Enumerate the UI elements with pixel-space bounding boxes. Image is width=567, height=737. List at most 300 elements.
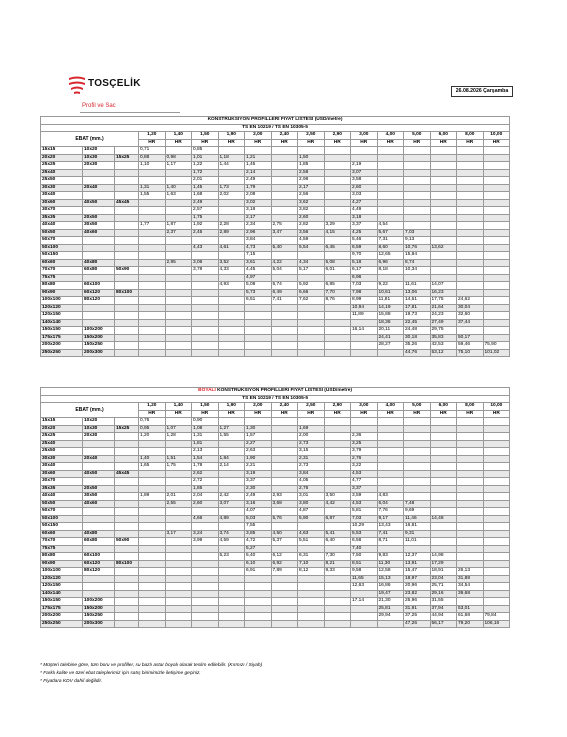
price-cell: 50,17	[457, 334, 484, 342]
price-cell: 1,85	[192, 485, 219, 493]
price-cell: 3,02	[245, 199, 272, 207]
price-cell	[457, 598, 484, 606]
price-cell	[377, 455, 404, 463]
price-cell	[483, 485, 510, 493]
price-cell	[483, 267, 510, 275]
price-cell	[483, 207, 510, 215]
price-cell: 9,31	[404, 530, 431, 538]
price-cell	[457, 214, 484, 222]
size-cell: 25x50	[41, 177, 83, 185]
price-cell	[192, 252, 219, 260]
table-row	[41, 433, 510, 441]
price-cell: 4,93	[218, 282, 245, 290]
price-cell: 3,52	[218, 259, 245, 267]
price-cell: 1,68	[192, 192, 219, 200]
table-row	[41, 463, 510, 471]
price-cell	[324, 162, 351, 170]
size-cell: 150x150	[41, 598, 83, 606]
price-cell: 1,79	[245, 184, 272, 192]
price-cell: 5,90	[298, 515, 325, 523]
table-row	[41, 418, 510, 426]
price-cell	[377, 177, 404, 185]
hr-header: HR	[404, 410, 431, 418]
price-cell: 3,58	[351, 177, 378, 185]
price-cell	[483, 523, 510, 531]
price-cell	[430, 207, 457, 215]
price-cell	[377, 154, 404, 162]
price-cell: 1,75	[165, 463, 192, 471]
price-cell	[483, 575, 510, 583]
price-cell: 106,16	[483, 620, 510, 628]
table-row	[41, 470, 510, 478]
price-cell	[165, 545, 192, 553]
price-cell	[377, 199, 404, 207]
price-cell	[139, 342, 166, 350]
price-cell: 1,10	[139, 162, 166, 170]
price-cell: 7,48	[404, 500, 431, 508]
size-cell	[115, 334, 139, 342]
size-cell: 50x70	[41, 237, 83, 245]
price-cell: 3,07	[218, 500, 245, 508]
price-cell: 11,89	[351, 312, 378, 320]
price-cell: 79,20	[457, 620, 484, 628]
size-cell	[115, 455, 139, 463]
brand-divider	[80, 112, 180, 113]
size-cell: 10x20	[83, 418, 115, 426]
price-cell	[483, 237, 510, 245]
price-cell	[324, 252, 351, 260]
price-cell	[218, 169, 245, 177]
price-cell	[165, 169, 192, 177]
price-cell	[483, 455, 510, 463]
price-cell	[139, 207, 166, 215]
price-cell: 31,55	[430, 598, 457, 606]
price-cell	[218, 590, 245, 598]
price-cell: 20,96	[404, 583, 431, 591]
hr-header: HR	[324, 410, 351, 418]
price-cell: 18,91	[430, 568, 457, 576]
price-cell	[139, 274, 166, 282]
price-cell	[457, 545, 484, 553]
size-cell: 40x60	[83, 500, 115, 508]
price-cell: 1,31	[192, 433, 219, 441]
price-cell	[377, 470, 404, 478]
price-cell	[483, 154, 510, 162]
price-cell	[271, 184, 298, 192]
price-cell	[245, 598, 272, 606]
size-cell: 30x30	[41, 184, 83, 192]
price-cell: 14,19	[377, 304, 404, 312]
price-cell	[218, 312, 245, 320]
hr-header: HR	[351, 139, 378, 147]
price-cell	[165, 478, 192, 486]
size-cell: 20x50	[83, 214, 115, 222]
price-cell: 23,04	[430, 575, 457, 583]
price-cell	[351, 425, 378, 433]
table-row	[41, 222, 510, 230]
price-cell	[404, 199, 431, 207]
price-cell	[271, 304, 298, 312]
price-cell: 24,48	[404, 327, 431, 335]
size-cell: 20x50	[83, 485, 115, 493]
price-cell	[483, 478, 510, 486]
price-cell: 3,16	[245, 500, 272, 508]
price-cell	[139, 440, 166, 448]
size-cell: 50x50	[41, 500, 83, 508]
price-cell: 79,84	[483, 613, 510, 621]
price-cell: 9,58	[351, 568, 378, 576]
price-cell: 7,10	[298, 560, 325, 568]
price-cell: 7,50	[351, 553, 378, 561]
price-cell	[298, 598, 325, 606]
price-cell	[324, 154, 351, 162]
size-cell	[115, 162, 139, 170]
price-cell: 3,78	[192, 267, 219, 275]
price-cell	[457, 560, 484, 568]
table-row	[41, 274, 510, 282]
price-cell	[245, 349, 272, 357]
table-row	[41, 620, 510, 628]
price-cell: 3,18	[245, 207, 272, 215]
price-cell: 1,45	[245, 162, 272, 170]
size-cell: 40x60	[83, 229, 115, 237]
ebat-header: EBAT (mm.)	[41, 403, 139, 418]
price-cell	[324, 523, 351, 531]
table-row	[41, 575, 510, 583]
price-cell	[430, 229, 457, 237]
hr-header: HR	[457, 139, 484, 147]
price-cell: 5,51	[298, 538, 325, 546]
price-cell	[298, 252, 325, 260]
price-cell: 19,47	[377, 590, 404, 598]
price-cell	[165, 334, 192, 342]
size-cell	[115, 575, 139, 583]
price-cell	[483, 282, 510, 290]
price-cell: 1,77	[139, 222, 166, 230]
price-cell	[139, 304, 166, 312]
price-cell	[192, 319, 219, 327]
price-cell: 4,61	[218, 244, 245, 252]
price-cell	[430, 267, 457, 275]
price-cell	[139, 620, 166, 628]
size-cell	[83, 440, 115, 448]
size-cell	[115, 192, 139, 200]
price-cell: 2,60	[192, 500, 219, 508]
tube-stack-icon	[68, 75, 86, 95]
price-cell: 35,26	[404, 342, 431, 350]
hr-header: HR	[430, 139, 457, 147]
price-cell: 13,91	[404, 560, 431, 568]
price-cell: 1,22	[192, 162, 219, 170]
price-cell: 5,27	[245, 545, 272, 553]
price-cell	[457, 162, 484, 170]
table-row	[41, 440, 510, 448]
price-cell: 2,89	[218, 229, 245, 237]
price-cell: 4,34	[298, 259, 325, 267]
price-cell	[245, 620, 272, 628]
size-cell	[83, 244, 115, 252]
price-cell: 7,41	[377, 530, 404, 538]
price-cell	[192, 553, 219, 561]
price-cell	[139, 252, 166, 260]
price-cell: 5,76	[271, 515, 298, 523]
price-cell	[218, 199, 245, 207]
price-cell	[271, 177, 298, 185]
thickness-header: 6,00	[430, 132, 457, 140]
note-2: * Farklı kalite ve özel ebat taleplerimiz için satış birimimizle iletişime geçiniz.	[40, 671, 201, 676]
price-cell	[139, 538, 166, 546]
price-cell	[139, 530, 166, 538]
price-cell	[271, 508, 298, 516]
price-cell	[404, 274, 431, 282]
price-cell: 39,68	[457, 590, 484, 598]
thickness-header: 2,40	[271, 132, 298, 140]
price-cell	[324, 274, 351, 282]
price-cell: 11,46	[404, 515, 431, 523]
thickness-header: 8,00	[457, 132, 484, 140]
price-cell	[165, 508, 192, 516]
price-cell: 15,88	[377, 312, 404, 320]
price-cell	[139, 319, 166, 327]
price-cell	[324, 583, 351, 591]
price-cell: 4,50	[271, 530, 298, 538]
thickness-header: 5,00	[404, 132, 431, 140]
price-cell: 2,98	[298, 177, 325, 185]
price-cell: 17,14	[351, 598, 378, 606]
price-cell: 53,01	[457, 605, 484, 613]
price-cell	[271, 598, 298, 606]
price-cell	[404, 154, 431, 162]
table-row	[41, 613, 510, 621]
price-cell: 101,02	[483, 349, 510, 357]
hr-header: HR	[192, 139, 219, 147]
size-cell: 250x250	[41, 349, 83, 357]
price-cell	[351, 154, 378, 162]
table-row	[41, 508, 510, 516]
price-cell: 3,59	[351, 493, 378, 501]
price-cell	[139, 214, 166, 222]
price-cell	[483, 192, 510, 200]
price-cell	[377, 192, 404, 200]
price-cell	[430, 154, 457, 162]
price-cell: 1,54	[192, 455, 219, 463]
price-cell	[271, 470, 298, 478]
table-row	[41, 312, 510, 320]
size-cell: 10x30	[83, 154, 115, 162]
price-cell: 6,91	[245, 568, 272, 576]
price-cell: 7,03	[351, 282, 378, 290]
price-cell	[271, 319, 298, 327]
size-cell	[115, 485, 139, 493]
price-cell	[457, 500, 484, 508]
thickness-header: 1,20	[139, 132, 166, 140]
price-cell: 31,91	[404, 605, 431, 613]
size-cell: 30x60	[41, 470, 83, 478]
price-cell: 29,16	[430, 590, 457, 598]
price-cell: 2,49	[245, 493, 272, 501]
price-cell: 7,76	[377, 508, 404, 516]
size-cell	[83, 312, 115, 320]
price-cell	[430, 199, 457, 207]
size-cell: 20x20	[41, 154, 83, 162]
price-cell: 2,60	[298, 214, 325, 222]
price-cell	[324, 620, 351, 628]
price-cell	[218, 523, 245, 531]
size-cell: 100x100	[41, 568, 83, 576]
price-cell	[324, 605, 351, 613]
price-cell	[271, 590, 298, 598]
price-cell	[457, 448, 484, 456]
hr-header: HR	[430, 410, 457, 418]
footnotes	[40, 662, 262, 686]
price-cell	[218, 620, 245, 628]
price-cell	[192, 508, 219, 516]
size-cell: 40x80	[83, 259, 115, 267]
price-cell	[483, 229, 510, 237]
price-cell	[483, 605, 510, 613]
hr-header: HR	[483, 410, 510, 418]
price-cell	[430, 425, 457, 433]
price-cell: 6,59	[351, 244, 378, 252]
price-cell	[192, 304, 219, 312]
price-cell	[430, 259, 457, 267]
size-cell: 140x140	[41, 590, 83, 598]
price-cell	[245, 575, 272, 583]
price-cell	[245, 319, 272, 327]
table-row	[41, 229, 510, 237]
price-cell: 16,14	[351, 327, 378, 335]
price-cell	[430, 169, 457, 177]
price-cell: 1,90	[245, 455, 272, 463]
price-cell	[351, 319, 378, 327]
price-cell	[192, 575, 219, 583]
price-cell: 8,99	[351, 297, 378, 305]
price-cell	[139, 568, 166, 576]
price-cell	[218, 289, 245, 297]
price-cell	[324, 440, 351, 448]
price-cell: 18,36	[377, 319, 404, 327]
price-cell	[430, 530, 457, 538]
price-cell	[139, 553, 166, 561]
price-cell	[298, 583, 325, 591]
price-cell	[457, 530, 484, 538]
price-cell	[218, 147, 245, 155]
table-row	[41, 297, 510, 305]
size-cell: 30x70	[41, 478, 83, 486]
size-cell	[115, 237, 139, 245]
price-cell	[298, 319, 325, 327]
price-cell	[218, 274, 245, 282]
size-cell: 90x90	[41, 289, 83, 297]
price-cell	[430, 485, 457, 493]
size-cell	[115, 282, 139, 290]
size-cell	[83, 590, 115, 598]
size-cell: 60x60	[41, 259, 83, 267]
price-cell: 1,27	[218, 425, 245, 433]
price-cell	[271, 583, 298, 591]
table-row	[41, 493, 510, 501]
price-cell	[430, 274, 457, 282]
price-cell	[457, 289, 484, 297]
price-cell	[165, 267, 192, 275]
price-cell: 29,75	[430, 327, 457, 335]
price-cell	[139, 590, 166, 598]
price-cell	[483, 560, 510, 568]
size-cell: 150x200	[83, 605, 115, 613]
price-cell: 0,95	[139, 425, 166, 433]
price-cell	[165, 289, 192, 297]
size-cell	[115, 530, 139, 538]
price-cell	[483, 463, 510, 471]
price-cell: 25,71	[430, 583, 457, 591]
price-cell: 37,44	[457, 319, 484, 327]
price-cell: 21,64	[430, 304, 457, 312]
price-cell	[483, 169, 510, 177]
price-cell	[430, 418, 457, 426]
table-row	[41, 282, 510, 290]
price-cell: 6,96	[377, 259, 404, 267]
size-cell: 140x140	[41, 319, 83, 327]
price-cell	[165, 485, 192, 493]
hr-header: HR	[165, 139, 192, 147]
size-cell	[115, 418, 139, 426]
price-cell	[404, 192, 431, 200]
thickness-header: 4,00	[377, 132, 404, 140]
size-cell	[83, 448, 115, 456]
price-cell	[483, 440, 510, 448]
size-cell: 70x70	[41, 267, 83, 275]
thickness-header: 1,20	[139, 403, 166, 411]
thickness-header: 2,90	[324, 132, 351, 140]
price-cell	[377, 214, 404, 222]
table-row	[41, 252, 510, 260]
price-cell: 4,33	[218, 267, 245, 275]
size-cell: 80x100	[115, 560, 139, 568]
price-cell	[324, 147, 351, 155]
price-cell: 11,65	[351, 575, 378, 583]
price-cell: 10,76	[404, 244, 431, 252]
size-cell: 20x30	[83, 162, 115, 170]
price-cell	[457, 199, 484, 207]
price-cell	[483, 244, 510, 252]
price-cell: 6,04	[377, 500, 404, 508]
price-cell	[192, 334, 219, 342]
price-cell	[218, 613, 245, 621]
price-cell	[324, 207, 351, 215]
size-cell: 90x90	[41, 560, 83, 568]
size-cell	[83, 192, 115, 200]
size-cell	[115, 244, 139, 252]
price-cell: 3,25	[351, 440, 378, 448]
price-cell: 1,65	[139, 463, 166, 471]
size-cell: 30x40	[41, 192, 83, 200]
price-cell	[218, 545, 245, 553]
price-cell	[404, 545, 431, 553]
price-cell	[139, 199, 166, 207]
price-cell	[430, 455, 457, 463]
size-cell: 60x100	[83, 553, 115, 561]
price-cell	[298, 523, 325, 531]
price-cell: 6,51	[245, 297, 272, 305]
price-cell	[165, 590, 192, 598]
size-cell: 100x100	[41, 297, 83, 305]
price-cell	[298, 327, 325, 335]
price-cell	[404, 448, 431, 456]
price-cell: 0,85	[192, 147, 219, 155]
price-cell	[404, 222, 431, 230]
price-cell: 1,30	[245, 425, 272, 433]
price-cell	[483, 259, 510, 267]
